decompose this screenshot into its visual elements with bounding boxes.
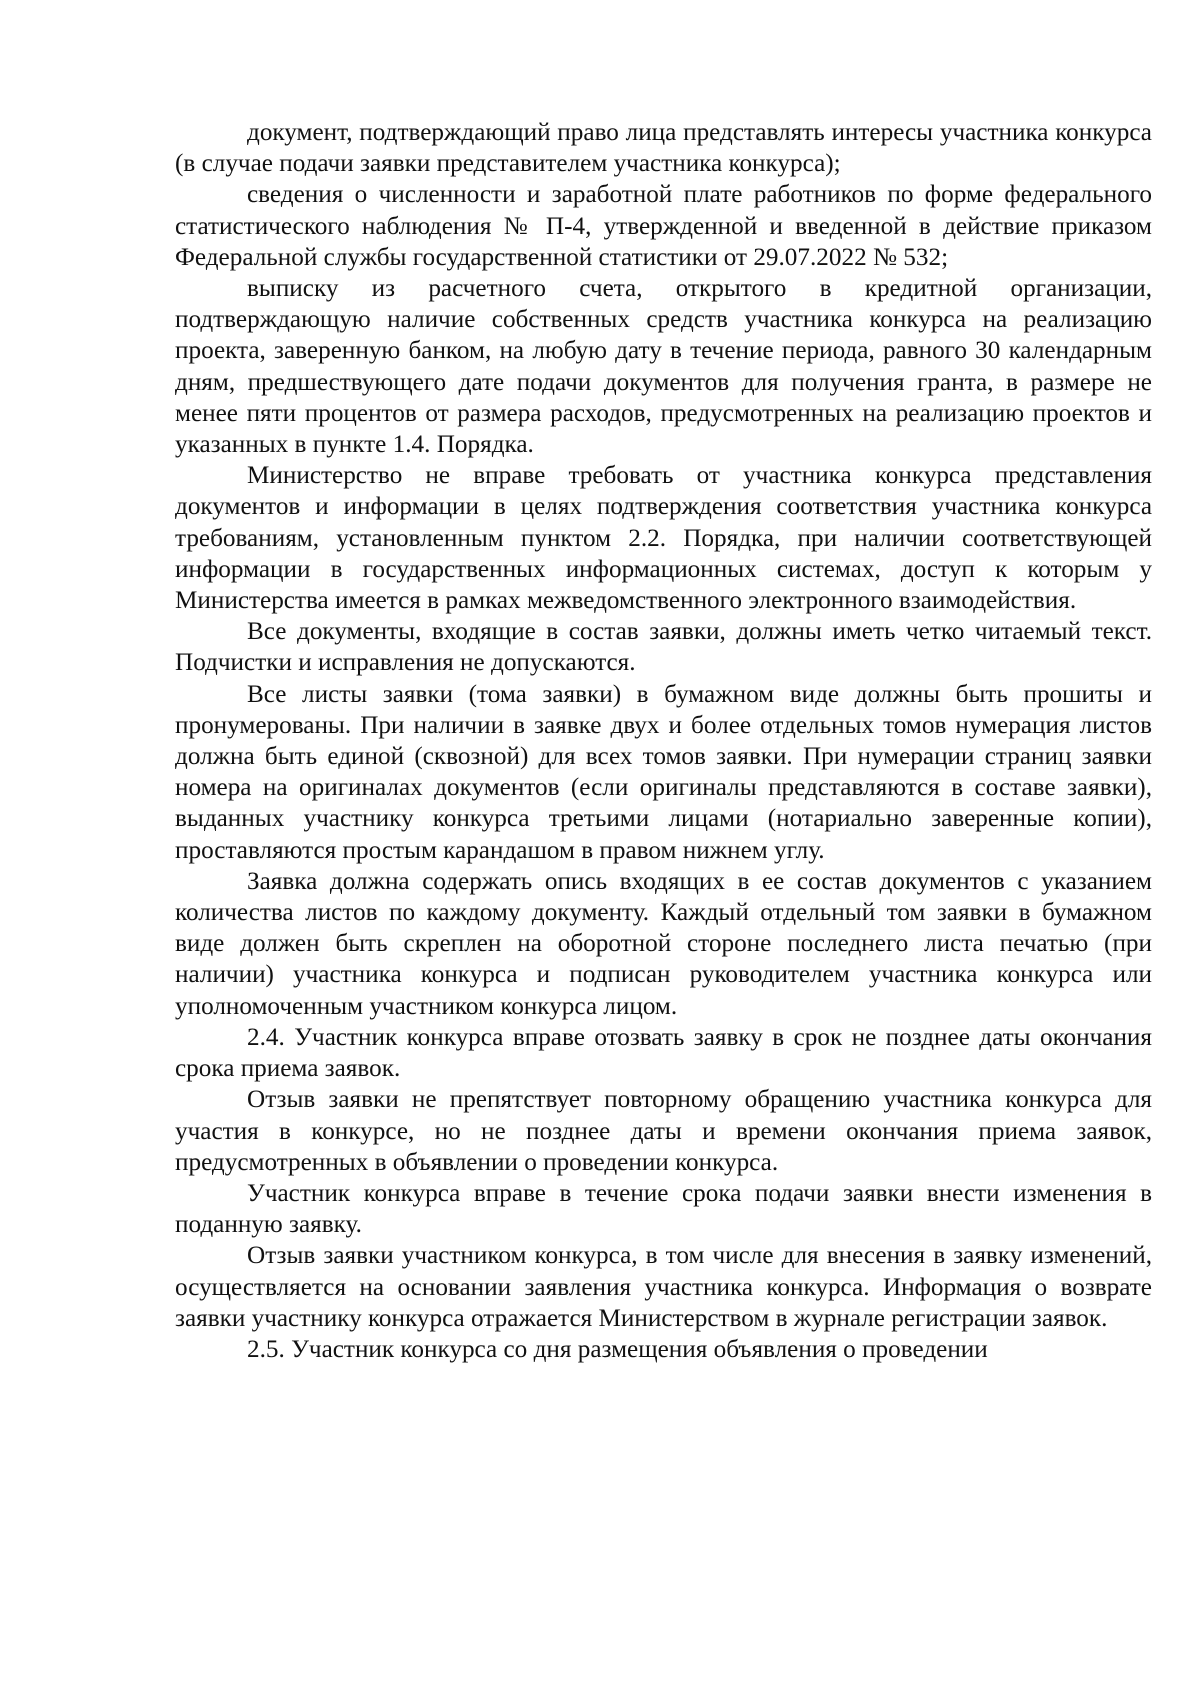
paragraph-employee-statistics: сведения о численности и заработной плате работников по форме федерального статистического наблюдения № П-4, утвержденной и введенной в действие приказом Федеральной службы государственной статистики от 29.07.2022 № 532;	[175, 181, 1152, 271]
paragraph-readable-text: Все документы, входящие в состав заявки, должны иметь четко читаемый текст. Подчистки и исправления не допускаются.	[175, 618, 1152, 677]
paragraph-section-2-5: 2.5. Участник конкурса со дня размещения объявления о проведении	[247, 1335, 988, 1363]
paragraph-ministry-requirements: Министерство не вправе требовать от участника конкурса представления документов и информации в целях подтверждения соответствия участника конкурса требованиям, установленным пунктом 2.2. Порядка, при наличии соответствующей информации в государственных информационных системах, доступ к которым у Министерства имеется в рамках межведомственного электронного взаимодействия.	[175, 462, 1152, 615]
document-body	[175, 117, 1152, 1365]
paragraph-withdrawal-reapply: Отзыв заявки не препятствует повторному обращению участника конкурса для участия в конкурсе, но не позднее даты и времени окончания приема заявок, предусмотренных в объявлении о проведении конкурса.	[175, 1086, 1152, 1176]
paragraph-bank-statement: выписку из расчетного счета, открытого в кредитной организации, подтверждающую наличие собственных средств участника конкурса на реализацию проекта, заверенную банком, на любую дату в течение периода, равного 30 календарным дням, предшествующего дате подачи документов для получения гранта, в размере не менее пяти процентов от размера расходов, предусмотренных на реализацию проектов и указанных в пункте 1.4. Порядка.	[175, 275, 1152, 459]
paragraph-modify-application: Участник конкурса вправе в течение срока подачи заявки внести изменения в поданную заявку.	[175, 1179, 1152, 1239]
paragraph-withdrawal-procedure: Отзыв заявки участником конкурса, в том числе для внесения в заявку изменений, осуществляется на основании заявления участника конкурса. Информация о возврате заявки участнику конкурса отражается Министерством в журнале регистрации заявок.	[175, 1242, 1152, 1332]
paragraph-representative-document: документ, подтверждающий право лица представлять интересы участника конкурса (в случае подачи заявки представителем участника конкурса);	[175, 119, 1152, 178]
paragraph-sheet-numbering: Все листы заявки (тома заявки) в бумажном виде должны быть прошиты и пронумерованы. При наличии в заявке двух и более отдельных томов нумерация листов должна быть единой (сквозной) для всех томов заявки. При нумерации страниц заявки номера на оригиналах документов (если оригиналы представляются в составе заявки), выданных участнику конкурса третьими лицами (нотариально заверенные копии), проставляются простым карандашом в правом нижнем углу.	[175, 680, 1152, 864]
paragraph-document-inventory: Заявка должна содержать опись входящих в ее состав документов с указанием количества листов по каждому документу. Каждый отдельный том заявки в бумажном виде должен быть скреплен на оборотной стороне последнего листа печатью (при наличии) участника конкурса и подписан руководителем участника конкурса или уполномоченным участником конкурса лицом.	[175, 867, 1152, 1020]
paragraph-section-2-4: 2.4. Участник конкурса вправе отозвать заявку в срок не позднее даты окончания срока приема заявок.	[175, 1023, 1152, 1083]
